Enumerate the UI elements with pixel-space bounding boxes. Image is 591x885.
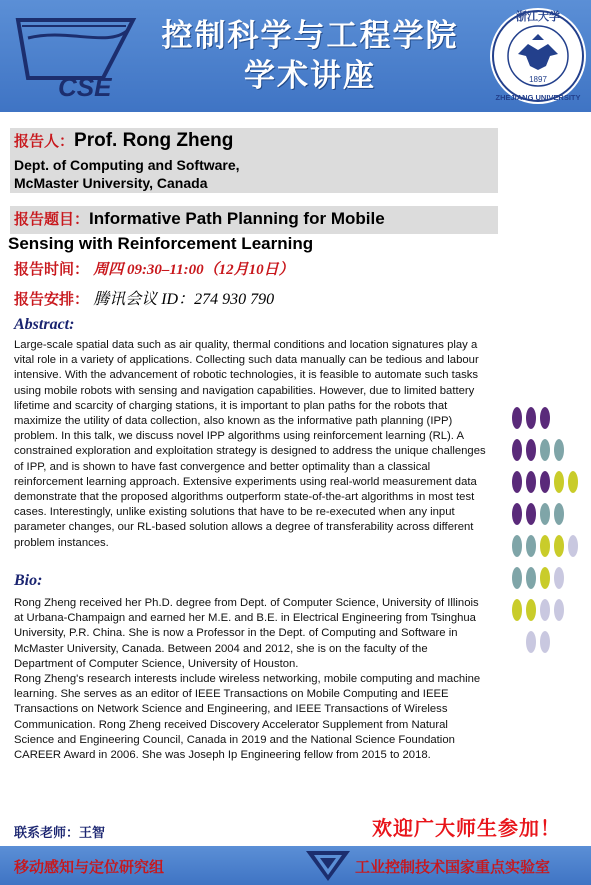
welcome-message: 欢迎广大师生参加！	[372, 816, 561, 840]
decorative-dot	[554, 503, 564, 525]
affiliation-line2: McMaster University, Canada	[14, 175, 208, 191]
contact-teacher: 联系老师：王智	[14, 826, 106, 841]
header-title-line1: 控制科学与工程学院	[161, 18, 459, 54]
bio-text	[14, 596, 488, 763]
zju-seal-icon	[488, 4, 588, 108]
decorative-dot	[540, 439, 550, 461]
header-title-line2: 学术讲座	[244, 58, 376, 94]
title-label: 报告题目：	[14, 210, 90, 228]
decorative-dot	[512, 503, 522, 525]
seal-year: 1897	[529, 75, 547, 84]
decorative-dot	[512, 471, 522, 493]
footer-group-name: 移动感知与定位研究组	[14, 858, 165, 876]
decorative-dot	[526, 503, 536, 525]
decorative-dot	[512, 567, 522, 589]
speaker-name: Prof. Rong Zheng	[74, 130, 234, 151]
footer-lab-name: 工业控制技术国家重点实验室	[355, 858, 551, 876]
seal-text-top: 浙江大学	[516, 10, 560, 23]
decorative-dot	[512, 599, 522, 621]
decorative-dot	[568, 471, 578, 493]
decorative-dot	[540, 567, 550, 589]
abstract-heading: Abstract:	[14, 316, 75, 333]
decorative-dot	[512, 407, 522, 429]
decorative-dot	[554, 471, 564, 493]
decorative-dot	[526, 535, 536, 557]
header-title	[140, 16, 480, 96]
decorative-dot	[554, 567, 564, 589]
decorative-dot	[526, 471, 536, 493]
decorative-dot	[540, 535, 550, 557]
decorative-dot	[568, 535, 578, 557]
time-value: 周四 09:30–11:00（12月10日）	[93, 262, 294, 278]
cse-logo-text: CSE	[58, 72, 112, 102]
lab-logo-icon	[304, 848, 352, 883]
abstract-text: Large-scale spatial data such as air quality, thermal conditions and location signatures play a vital role in a variety of applications. Collecting such data manually can be tedious and labour intensive. With the advancement of robotic technologies, it is feasible to automate such tasks using mobile robots with sensing and navigation capabilities. However, due to limited battery lifetime and scarcity of charging stations, it is important to plan paths for the robots that maximize the utility of data collection, also known as the informative path planning (IPP) problem. In this talk, we discuss novel IPP algorithms using reinforcement learning (RL). A constrained exploration and exploitation strategy is designed to address the unique challenges of IPP, and is shown to have fast convergence and better optimality than a classical reinforcement learning approach. Extensive experiments using real-world measurement data demonstrate that the proposed algorithms outperform state-of-the-art algorithms in most test cases. Interestingly, unlike existing solutions that have to be re-executed when any input parameter changes, our RL-based solution allows a degree of transferability across different problem instances.	[14, 339, 486, 549]
talk-title-line2: Sensing with Reinforcement Learning	[8, 234, 314, 253]
decorative-dot	[526, 631, 536, 653]
talk-title-text1: Informative Path Planning for Mobile	[89, 209, 385, 228]
decorative-dot	[554, 439, 564, 461]
cse-logo-icon	[8, 8, 143, 104]
decorative-dot	[554, 599, 564, 621]
header-banner	[0, 0, 591, 112]
time-line	[14, 258, 294, 279]
place-line	[14, 286, 274, 309]
bio-paragraph1: Rong Zheng received her Ph.D. degree from Dept. of Computer Science, University of Illinois at Urbana-Champaign and earned her M.E. and B.E. in Electrical Engineering from Tsinghua University, P.R. China. She is now a Professor in the Dept. of Computing and Software in McMaster University, Canada. Between 2004 and 2012, she is on the faculty of the Department of Computer Science, University of Houston.	[14, 597, 479, 670]
footer-banner	[0, 846, 591, 885]
decorative-dot	[540, 599, 550, 621]
bio-heading: Bio:	[14, 572, 43, 589]
affiliation-line1: Dept. of Computing and Software,	[14, 157, 240, 173]
decorative-dot	[526, 439, 536, 461]
decorative-dot	[554, 535, 564, 557]
speaker-line	[14, 130, 233, 152]
decorative-dot	[512, 439, 522, 461]
seal-text-bottom: ZHEJIANG UNIVERSITY	[495, 93, 581, 102]
decorative-dot	[526, 407, 536, 429]
decorative-dots	[512, 406, 582, 666]
decorative-dot	[540, 631, 550, 653]
decorative-dot	[540, 503, 550, 525]
bio-paragraph2: Rong Zheng's research interests include wireless networking, mobile computing and machine learning. She serves as an editor of IEEE Transactions on Mobile Computing and IEEE Transactions on Network Science and Engineering, and IEEE Transactions of Wireless Communication. Rong Zheng received Discovery Accelerator Supplement from Natural Science and Engineering Council, Canada in 2019 and the National Science Foundation CAREER Award in 2006. She was Joseph Ip Engineering fellow from 2015 to 2018.	[14, 673, 481, 762]
place-label: 报告安排：	[14, 290, 90, 308]
place-value: 腾讯会议 ID：274 930 790	[93, 291, 275, 308]
decorative-dot	[540, 407, 550, 429]
time-label: 报告时间：	[14, 260, 90, 278]
decorative-dot	[526, 567, 536, 589]
decorative-dot	[512, 535, 522, 557]
speaker-label: 报告人：	[14, 132, 75, 150]
decorative-dot	[526, 599, 536, 621]
decorative-dot	[540, 471, 550, 493]
talk-title-line1	[14, 208, 385, 229]
